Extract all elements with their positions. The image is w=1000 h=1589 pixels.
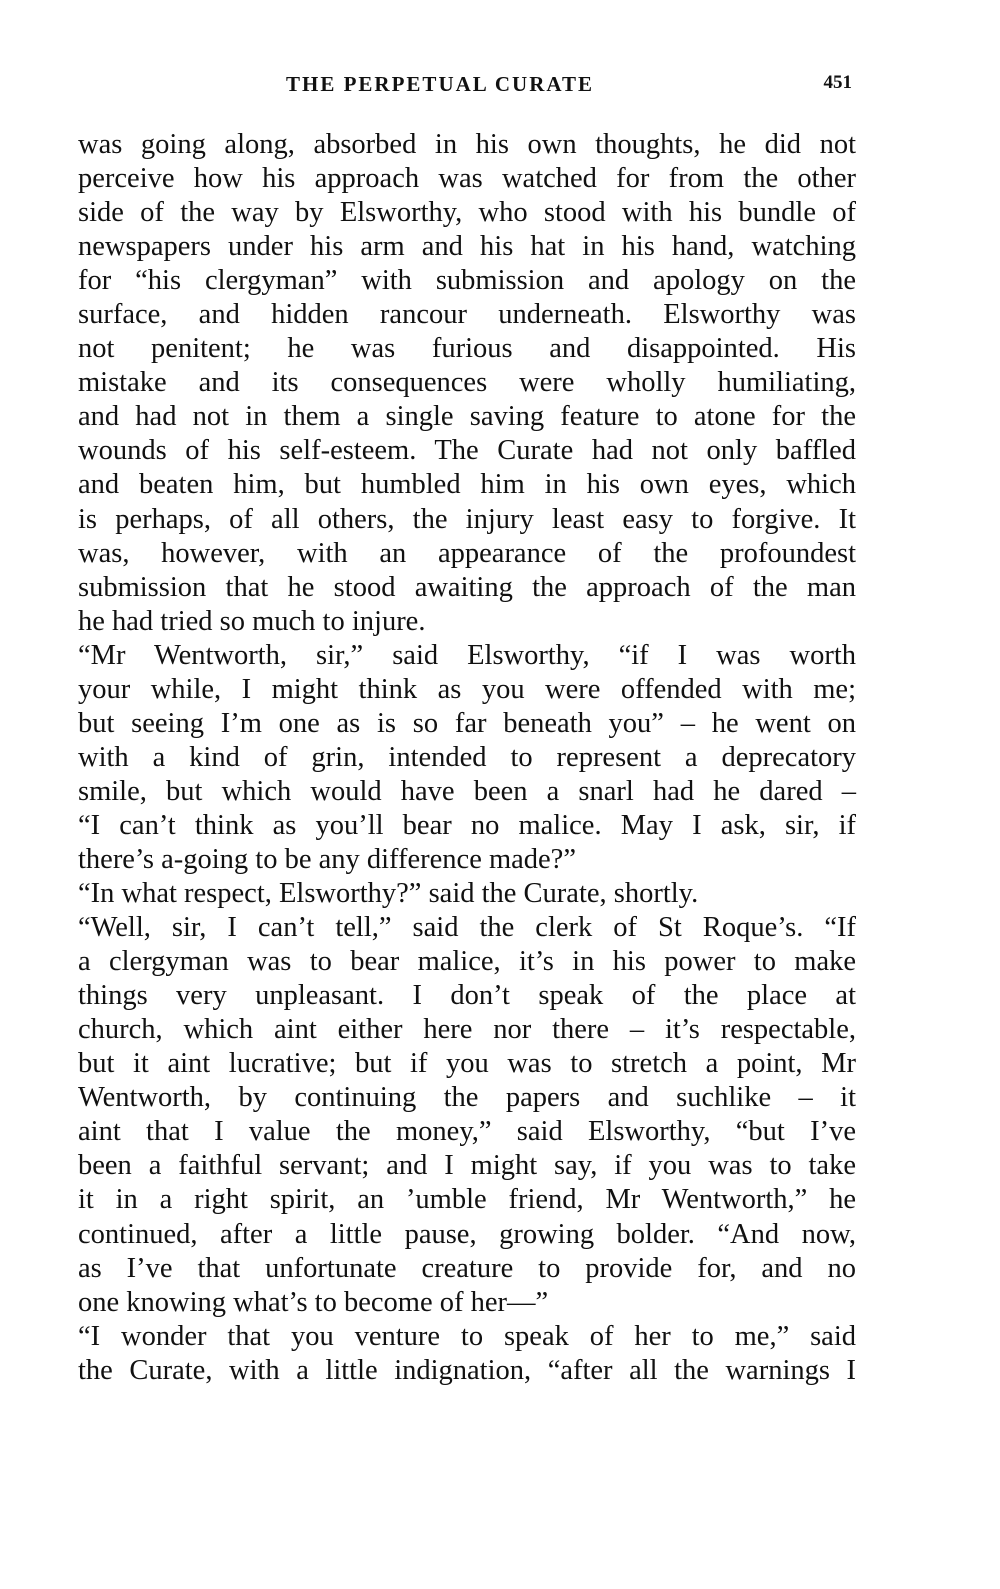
text-line: not penitent; he was furious and disappointed. His xyxy=(78,333,856,365)
text-line: there’s a-going to be any difference made?” xyxy=(78,843,576,875)
text-line: church, which aint either here nor there – it’s respectable, xyxy=(78,1014,856,1046)
text-line: surface, and hidden rancour underneath. Elsworthy was xyxy=(78,299,856,331)
text-line: “Mr Wentworth, sir,” said Elsworthy, “if I was worth xyxy=(78,639,856,671)
text-line: is perhaps, of all others, the injury least easy to forgive. It xyxy=(78,503,856,535)
text-line: but seeing I’m one as is so far beneath you” – he went on xyxy=(78,707,856,739)
text-line: “I wonder that you venture to speak of her to me,” said xyxy=(78,1320,856,1352)
text-line: a clergyman was to bear malice, it’s in his power to make xyxy=(78,946,856,978)
text-line: as I’ve that unfortunate creature to provide for, and no xyxy=(78,1252,856,1284)
text-line: and had not in them a single saving feature to atone for the xyxy=(78,401,856,433)
text-line: wounds of his self-esteem. The Curate had not only baffled xyxy=(78,435,856,467)
body-text xyxy=(78,128,856,1388)
running-title: THE PERPETUAL CURATE xyxy=(286,72,594,96)
text-line: things very unpleasant. I don’t speak of the place at xyxy=(78,980,856,1012)
text-line: Wentworth, by continuing the papers and suchlike – it xyxy=(78,1082,856,1114)
text-line: with a kind of grin, intended to represent a deprecatory xyxy=(78,741,856,773)
text-line: but it aint lucrative; but if you was to stretch a point, Mr xyxy=(78,1048,856,1080)
text-line: was going along, absorbed in his own thoughts, he did not xyxy=(78,129,856,160)
text-line: he had tried so much to injure. xyxy=(78,605,426,637)
text-line: “Well, sir, I can’t tell,” said the clerk of St Roque’s. “If xyxy=(78,912,856,944)
text-line: and beaten him, but humbled him in his own eyes, which xyxy=(78,469,856,501)
text-line: been a faithful servant; and I might say, if you was to take xyxy=(78,1150,856,1182)
text-line: aint that I value the money,” said Elsworthy, “but I’ve xyxy=(78,1116,856,1148)
text-line: your while, I might think as you were offended with me; xyxy=(78,673,856,705)
text-line: the Curate, with a little indignation, “after all the warnings I xyxy=(78,1354,856,1386)
text-line: submission that he stood awaiting the approach of the man xyxy=(78,571,856,603)
page-number: 451 xyxy=(823,72,852,93)
text-line: mistake and its consequences were wholly humiliating, xyxy=(78,367,856,399)
text-line: continued, after a little pause, growing bolder. “And now, xyxy=(78,1218,856,1250)
text-line: “In what respect, Elsworthy?” said the Curate, shortly. xyxy=(78,878,699,910)
running-header xyxy=(78,72,856,102)
text-line: one knowing what’s to become of her—” xyxy=(78,1286,549,1318)
text-line: it in a right spirit, an ’umble friend, Mr Wentworth,” he xyxy=(78,1184,856,1216)
text-line: was, however, with an appearance of the profoundest xyxy=(78,537,856,569)
text-line: newspapers under his arm and his hat in his hand, watching xyxy=(78,231,856,263)
text-line: perceive how his approach was watched for from the other xyxy=(78,163,856,195)
text-line: for “his clergyman” with submission and apology on the xyxy=(78,265,856,297)
text-line: side of the way by Elsworthy, who stood with his bundle of xyxy=(78,197,856,229)
text-line: smile, but which would have been a snarl had he dared – xyxy=(78,775,856,807)
text-line: “I can’t think as you’ll bear no malice. May I ask, sir, if xyxy=(78,809,856,841)
